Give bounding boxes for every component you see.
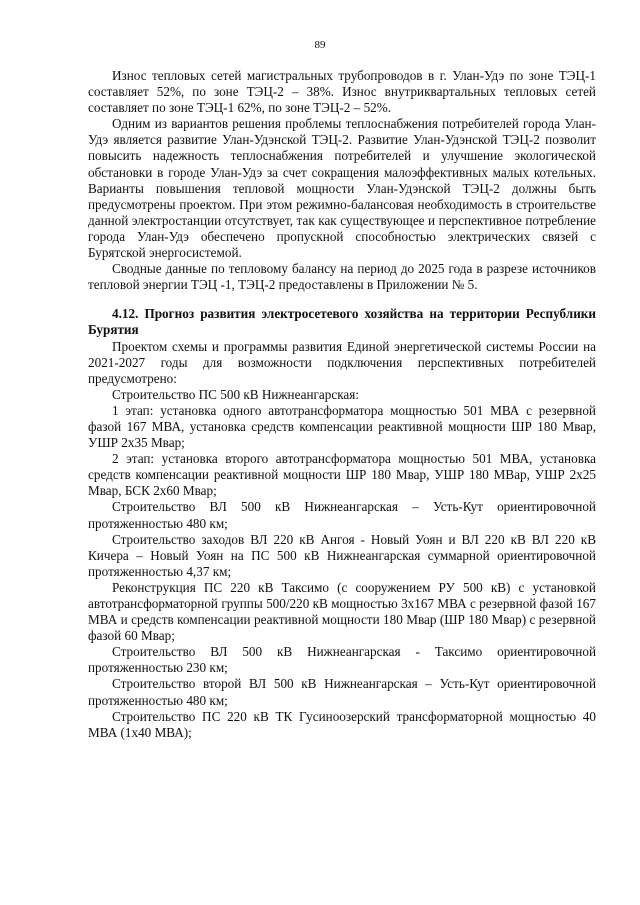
list-item: Реконструкция ПС 220 кВ Таксимо (с сооружением РУ 500 кВ) с установкой автотрансформаторной группы 500/220 кВ мощностью 3х167 МВА с резервной фазой 167 МВА и средств компенсации реактивной мощности 180 Мвар (ШР 180 Мвар) с резервной фазой 60 Мвар; <box>88 579 596 644</box>
paragraph-tec2-development: Одним из вариантов решения проблемы теплоснабжения потребителей города Улан-Удэ является развитие Улан-Удэнской ТЭЦ-2. Развитие Улан-Удэнской ТЭЦ-2 позволит повысить надежность теплоснабжения потребителей и улучшение экологической обстановки в городе Улан-Удэ за счет сокращения малоэффективных малых котельных. Варианты повышения тепловой мощности Улан-Удэнской ТЭЦ-2 должны быть предусмотрены проектом. При этом режимно-балансовая необходимость в строительстве данной электростанции отсутствует, так как существующее и перспективное потребление города Улан-Удэ обеспечено пропускной способностью электрических связей с Бурятской энергосистемой. <box>88 116 596 261</box>
document-body <box>88 68 596 741</box>
list-item: Строительство ПС 500 кВ Нижнеангарская: <box>112 386 360 402</box>
paragraph-program-intro: Проектом схемы и программы развития Единой энергетической системы России на 2021-2027 годы для возможности подключения перспективных потребителей предусмотрено: <box>88 338 596 386</box>
list-item: 1 этап: установка одного автотрансформатора мощностью 501 МВА с резервной фазой 167 МВА, установка средств компенсации реактивной мощности ШР 180 Мвар, УШР 2х35 Мвар; <box>88 402 596 451</box>
list-item: 2 этап: установка второго автотрансформатора мощностью 501 МВА, установка средств компенсации реактивной мощности ШР 180 Мвар, УШР 180 МВар, УШР 2х25 Мвар, БСК 2х60 Мвар; <box>88 451 596 499</box>
paragraph-heat-network-wear: Износ тепловых сетей магистральных трубопроводов в г. Улан-Удэ по зоне ТЭЦ-1 составляет 52%, по зоне ТЭЦ-2 – 38%. Износ внутриквартальных тепловых сетей составляет по зоне ТЭЦ-1 62%, по зоне ТЭЦ-2 – 52%. <box>88 68 596 116</box>
list-item: Строительство ВЛ 500 кВ Нижнеангарская - Таксимо ориентировочной протяженностью 230 км; <box>88 644 596 676</box>
paragraph-heat-balance-summary: Сводные данные по тепловому балансу на период до 2025 года в разрезе источников тепловой энергии ТЭЦ -1, ТЭЦ-2 предоставлены в Приложении № 5. <box>88 261 596 293</box>
list-item: Строительство ВЛ 500 кВ Нижнеангарская – Усть-Кут ориентировочной протяженностью 480 км; <box>88 499 596 531</box>
page-number: 89 <box>314 39 326 51</box>
list-item: Строительство ПС 220 кВ ТК Гусиноозерский трансформаторной мощностью 40 МВА (1х40 МВА); <box>88 708 596 740</box>
list-item: Строительство второй ВЛ 500 кВ Нижнеангарская – Усть-Кут ориентировочной протяженностью 480 км; <box>88 676 596 708</box>
list-item: Строительство заходов ВЛ 220 кВ Ангоя - Новый Уоян и ВЛ 220 кВ ВЛ 220 кВ Кичера – Новый Уоян на ПС 500 кВ Нижнеангарская суммарной ориентировочной протяженностью 4,37 км; <box>88 531 596 579</box>
section-heading: 4.12. Прогноз развития электросетевого хозяйства на территории Республики Бурятия <box>88 306 596 338</box>
